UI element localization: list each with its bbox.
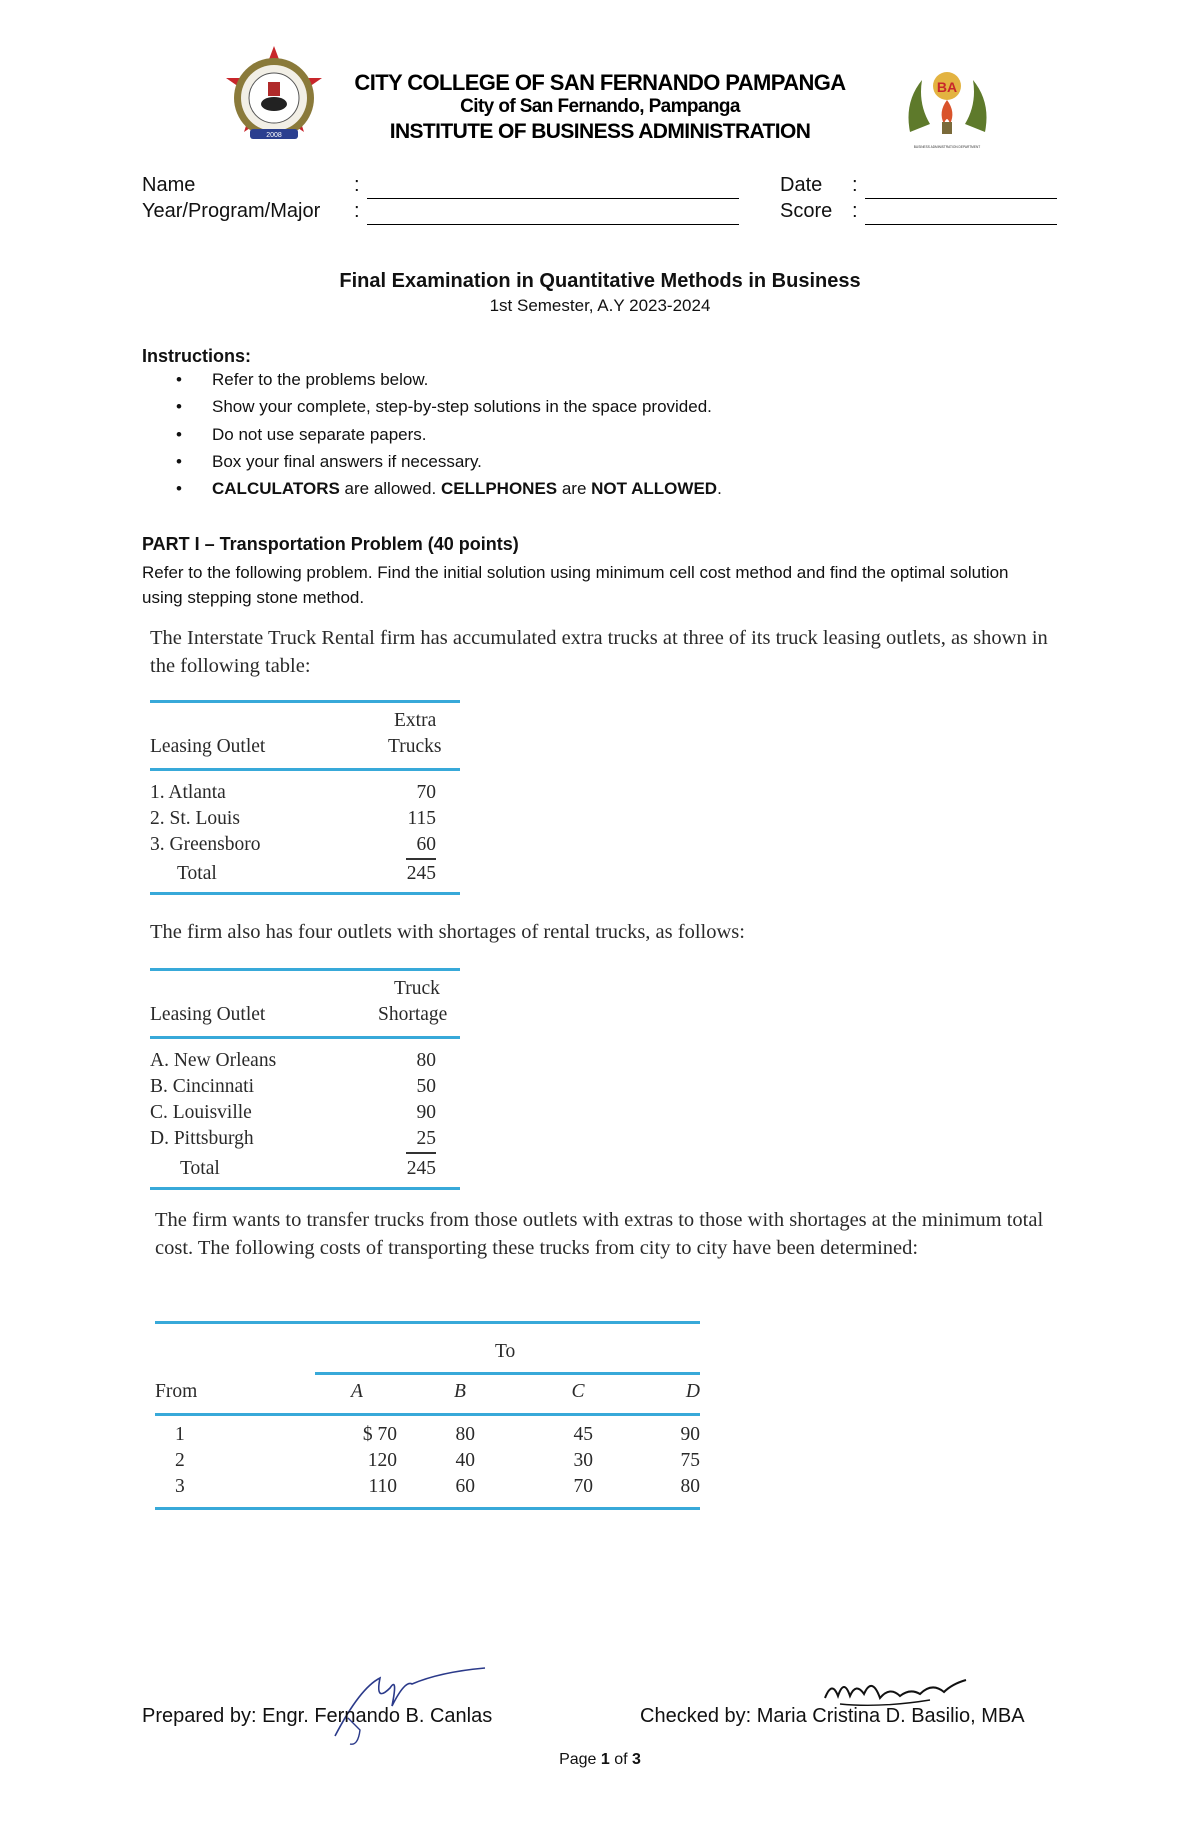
ba-logo-text: BA [936, 79, 958, 95]
bullet-icon: • [176, 479, 182, 499]
table2-row-label: B. Cincinnati [150, 1076, 254, 1097]
year-program-field[interactable] [367, 202, 739, 225]
college-city: City of San Fernando, Pampanga [460, 96, 740, 117]
table2-header-line2: Shortage [378, 1004, 448, 1025]
table2-row-value: 80 [416, 1050, 436, 1071]
cost-col-header: D [685, 1381, 700, 1402]
table1-total-value: 245 [406, 863, 436, 884]
table2-total-value: 245 [406, 1158, 436, 1179]
table1-header-outlet: Leasing Outlet [150, 736, 266, 757]
cost-cell: 60 [455, 1476, 475, 1497]
name-colon: : [354, 174, 360, 196]
table1-row-label: 2. St. Louis [150, 808, 240, 829]
table2-row-value: 50 [416, 1076, 436, 1097]
cost-table-to-label: To [495, 1341, 516, 1362]
institute-name: INSTITUTE OF BUSINESS ADMINISTRATION [389, 120, 811, 143]
cost-cell: 70 [573, 1476, 593, 1497]
score-colon: : [852, 200, 858, 222]
table1-row-value: 60 [416, 834, 436, 855]
table2-header-outlet: Leasing Outlet [150, 1004, 266, 1025]
table2-row-label: A. New Orleans [150, 1050, 277, 1071]
cost-table-from-label: From [155, 1381, 198, 1402]
bullet-icon: • [176, 397, 182, 417]
cost-col-header: B [454, 1381, 466, 1402]
problem-paragraph-3: The firm wants to transfer trucks from those outlets with extras to those with shortages at the minimum total cost. The following costs of transporting these trucks from city to city have been determined: [155, 1209, 1044, 1259]
cost-cell: 30 [573, 1450, 593, 1471]
bullet-icon: • [176, 424, 182, 444]
exam-semester: 1st Semester, A.Y 2023-2024 [489, 296, 711, 315]
instructions-heading: Instructions: [142, 346, 252, 366]
table1-row-label: 1. Atlanta [150, 782, 226, 803]
cost-col-header: C [571, 1381, 585, 1402]
cost-row-from: 3 [175, 1476, 185, 1497]
date-field[interactable] [865, 176, 1057, 199]
cost-cell: 90 [680, 1424, 700, 1445]
problem-paragraph-2: The firm also has four outlets with shortages of rental trucks, as follows: [150, 921, 745, 943]
cost-cell: 45 [573, 1424, 593, 1445]
part1-description: Refer to the following problem. Find the initial solution using minimum cell cost method and find the optimal solution using stepping stone method. [142, 563, 1009, 607]
table2-row-label: D. Pittsburgh [150, 1128, 254, 1149]
transport-cost-table [155, 1321, 700, 1511]
name-label: Name [142, 174, 196, 196]
checked-by: Checked by: Maria Cristina D. Basilio, MBA [640, 1705, 1025, 1727]
ba-logo-caption: BUSINESS ADMINISTRATION DEPARTMENT [913, 145, 981, 149]
part1-heading: PART I – Transportation Problem (40 points) [142, 534, 519, 554]
year-program-colon: : [354, 200, 360, 222]
table1-row-value: 115 [407, 808, 436, 829]
table1-total-label: Total [177, 863, 217, 884]
table2-header-line1: Truck [394, 978, 440, 999]
college-name: CITY COLLEGE OF SAN FERNANDO PAMPANGA [354, 70, 846, 95]
score-field[interactable] [865, 202, 1057, 225]
year-program-label: Year/Program/Major [142, 200, 321, 222]
cost-row-from: 2 [175, 1450, 185, 1471]
table1-row-label: 3. Greensboro [150, 834, 261, 855]
cost-cell: $ 70 [362, 1424, 397, 1445]
date-colon: : [852, 174, 858, 196]
extra-trucks-table [150, 700, 460, 900]
seal-year: 2008 [266, 132, 282, 139]
page-number: Page 1 of 3 [559, 1751, 641, 1768]
prepared-by: Prepared by: Engr. Fernando B. Canlas [142, 1705, 493, 1727]
cost-cell: 110 [368, 1476, 397, 1497]
table1-header-line2: Trucks [388, 736, 442, 757]
preparer-signature [320, 1658, 500, 1748]
bullet-icon: • [176, 370, 182, 389]
bullet-icon: • [176, 451, 182, 471]
cost-col-header: A [351, 1381, 363, 1402]
table2-total-label: Total [180, 1158, 220, 1179]
exam-title: Final Examination in Quantitative Methods in Business [339, 270, 861, 292]
cost-cell: 40 [455, 1450, 475, 1471]
cost-cell: 80 [680, 1476, 700, 1497]
score-label: Score [780, 200, 833, 222]
name-field[interactable] [367, 176, 739, 199]
cost-cell: 80 [455, 1424, 475, 1445]
problem-paragraph-1: The Interstate Truck Rental firm has accumulated extra trucks at three of its truck leasing outlets, as shown in the following table: [150, 627, 1048, 677]
table2-row-value: 90 [416, 1102, 436, 1123]
cost-row-from: 1 [175, 1424, 185, 1445]
ba-department-logo [900, 62, 995, 152]
table2-row-label: C. Louisville [150, 1102, 252, 1123]
cost-cell: 120 [367, 1450, 397, 1471]
date-label: Date [780, 174, 823, 196]
table1-row-value: 70 [416, 782, 436, 803]
table2-row-value: 25 [416, 1128, 436, 1149]
truck-shortage-table [150, 968, 460, 1194]
table1-header-line1: Extra [394, 710, 437, 731]
cost-cell: 75 [680, 1450, 700, 1471]
